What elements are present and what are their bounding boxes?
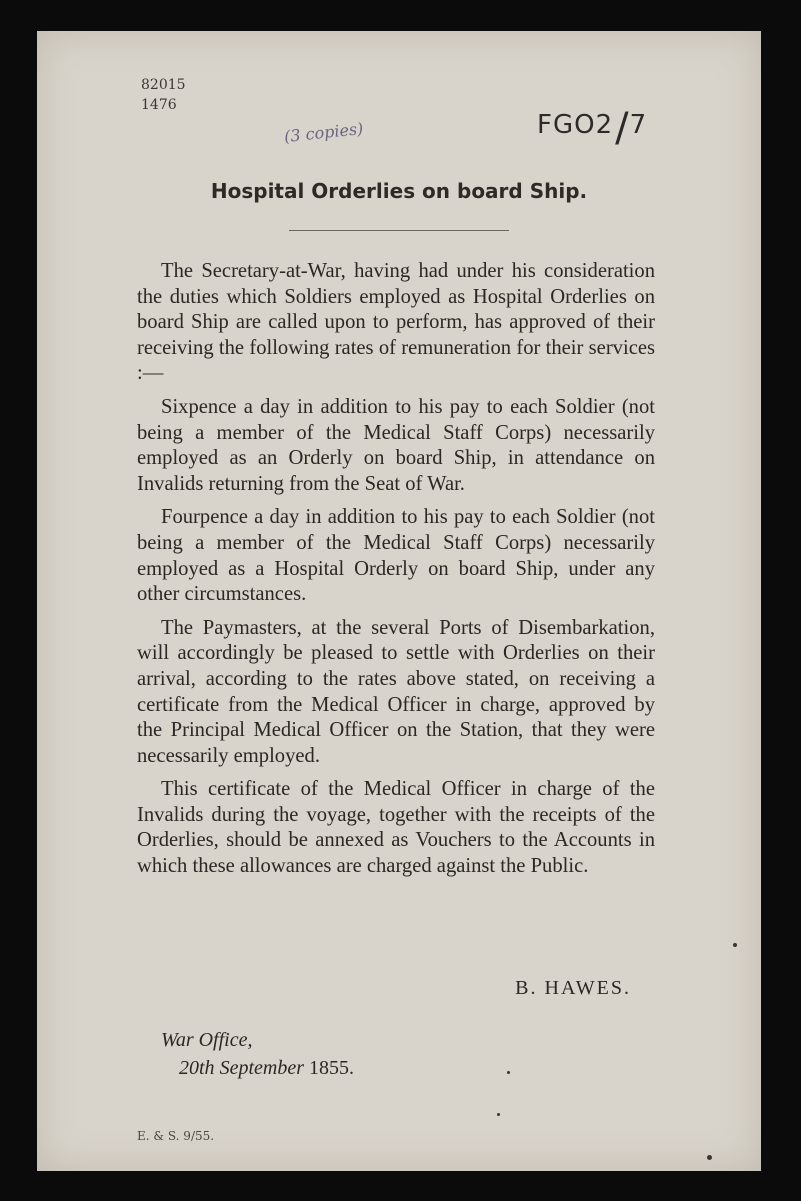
date-day: 20th xyxy=(179,1057,215,1079)
document-title: Hospital Orderlies on board Ship. xyxy=(210,179,588,203)
issuing-office: War Office, xyxy=(161,1029,253,1051)
reference-number xyxy=(141,75,186,115)
document-page xyxy=(37,31,761,1171)
paragraph: Sixpence a day in addition to his pay to each Soldier (not being a member of the Medical Staff Corps) necessarily employed as an Orderly on board Ship, in attendance on Invalids returning from the Seat of War. xyxy=(137,395,655,495)
paragraph: This certificate of the Medical Officer in charge of the Invalids during the voyage, together with the receipts of the Orderlies, should be annexed as Vouchers to the Accounts in which these allowances are charged against the Public. xyxy=(137,778,655,878)
reference-line-2: 1476 xyxy=(141,97,177,113)
paper-speck xyxy=(497,1113,500,1116)
date-year: 1855. xyxy=(308,1057,354,1079)
signature: B. HAWES. xyxy=(515,977,631,999)
date-month: September xyxy=(219,1057,304,1079)
reference-line-1: 82015 xyxy=(141,77,186,93)
printer-mark: E. & S. 9/55. xyxy=(137,1129,215,1143)
paper-speck xyxy=(707,1155,712,1160)
title-divider xyxy=(289,230,509,231)
paper-speck xyxy=(507,1071,510,1074)
handwritten-file-code: FGO2/7 xyxy=(537,105,648,151)
paragraph: The Secretary-at-War, having had under his consideration the duties which Soldiers employed as Hospital Orderlies on board Ship are called upon to perform, has approved of their receiving the following rates of remuneration for their services :— xyxy=(137,260,655,385)
handwritten-copies-note: (3 copies) xyxy=(283,118,365,147)
file-number: 7 xyxy=(629,110,648,140)
paper-speck xyxy=(733,943,737,947)
file-code: FGO2 xyxy=(537,110,614,140)
document-body xyxy=(137,259,655,888)
paragraph: Fourpence a day in addition to his pay to each Soldier (not being a member of the Medical Staff Corps) necessarily employed as a Hospital Orderly on board Ship, under any other circumstances. xyxy=(137,506,655,606)
paragraph: The Paymasters, at the several Ports of Disembarkation, will accordingly be pleased to settle with Orderlies on their arrival, according to the rates above stated, on receiving a certificate from the Medical Officer in charge, approved by the Principal Medical Officer on the Station, that they were necessarily employed. xyxy=(137,616,655,767)
issue-date xyxy=(179,1057,354,1080)
